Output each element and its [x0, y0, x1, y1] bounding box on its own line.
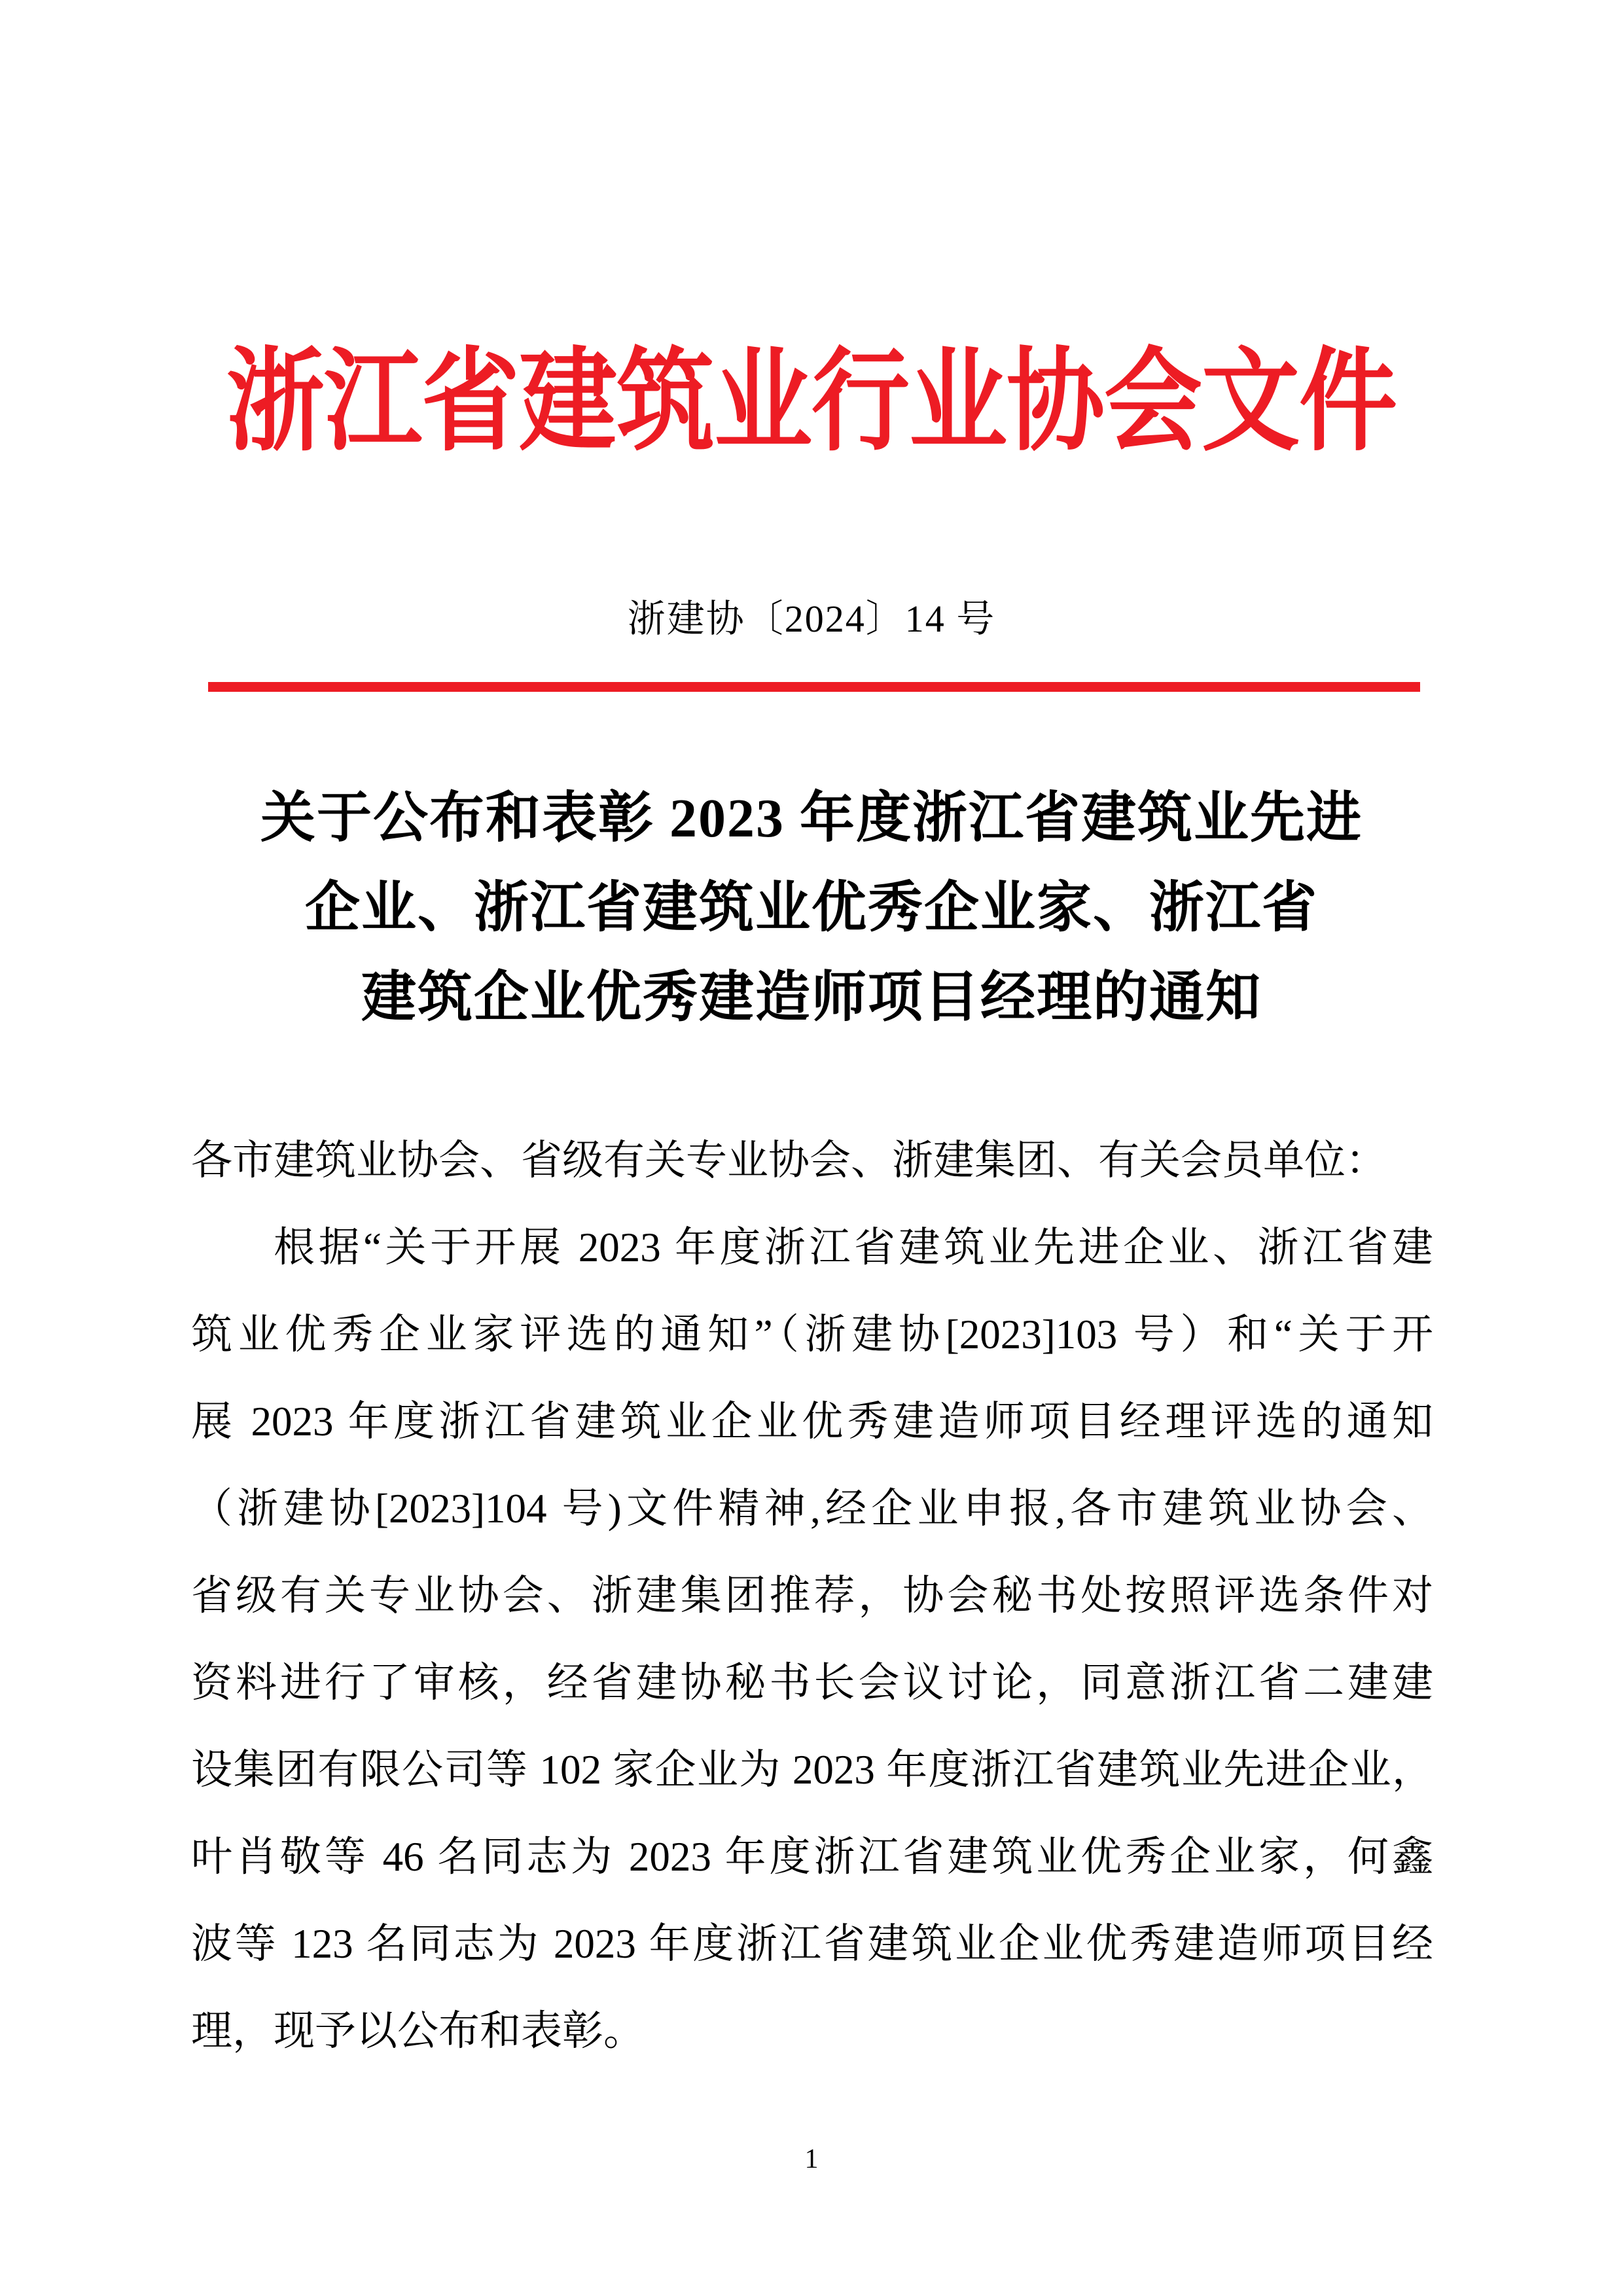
notice-title-line-1: 关于公布和表彰 2023 年度浙江省建筑业先进: [260, 788, 1363, 849]
paragraph-line: 省级有关专业协会、浙建集团推荐，协会秘书处按照评选条件对: [191, 1573, 1433, 1619]
agency-red-header: 浙江省建筑业行业协会文件: [226, 340, 1397, 465]
paragraph-line: 资料进行了审核，经省建协秘书长会议讨论，同意浙江省二建建: [191, 1660, 1433, 1706]
paragraph-line: 根据“关于开展 2023 年度浙江省建筑业先进企业、浙江省建: [274, 1225, 1433, 1270]
paragraph-line: 展 2023 年度浙江省建筑业企业优秀建造师项目经理评选的通知: [191, 1399, 1433, 1444]
paragraph-line: 波等 123 名同志为 2023 年度浙江省建筑业企业优秀建造师项目经: [191, 1921, 1433, 1967]
notice-title-line-3: 建筑企业优秀建造师项目经理的通知: [361, 967, 1262, 1028]
paragraph-line: 筑业优秀企业家评选的通知”（浙建协[2023]103 号）和“关于开: [191, 1312, 1433, 1357]
notice-body: [191, 1117, 1433, 2075]
notice-title: [190, 774, 1433, 1043]
paragraph-line: （浙建协[2023]104 号)文件精神,经企业申报,各市建筑业协会、: [191, 1486, 1433, 1532]
paragraph-line: 叶肖敬等 46 名同志为 2023 年度浙江省建筑业优秀企业家，何鑫: [191, 1834, 1433, 1880]
document-number: 浙建协〔2024〕14 号: [627, 598, 996, 640]
paragraph-line: 理，现予以公布和表彰。: [191, 2008, 645, 2054]
paragraph-line: 设集团有限公司等 102 家企业为 2023 年度浙江省建筑业先进企业，: [191, 1747, 1433, 1793]
salutation-line: 各市建筑业协会、省级有关专业协会、浙建集团、有关会员单位：: [191, 1138, 1387, 1183]
page-number: 1: [804, 2144, 819, 2174]
notice-title-line-2: 企业、浙江省建筑业优秀企业家、浙江省: [304, 878, 1318, 939]
red-divider-rule: [208, 682, 1420, 692]
